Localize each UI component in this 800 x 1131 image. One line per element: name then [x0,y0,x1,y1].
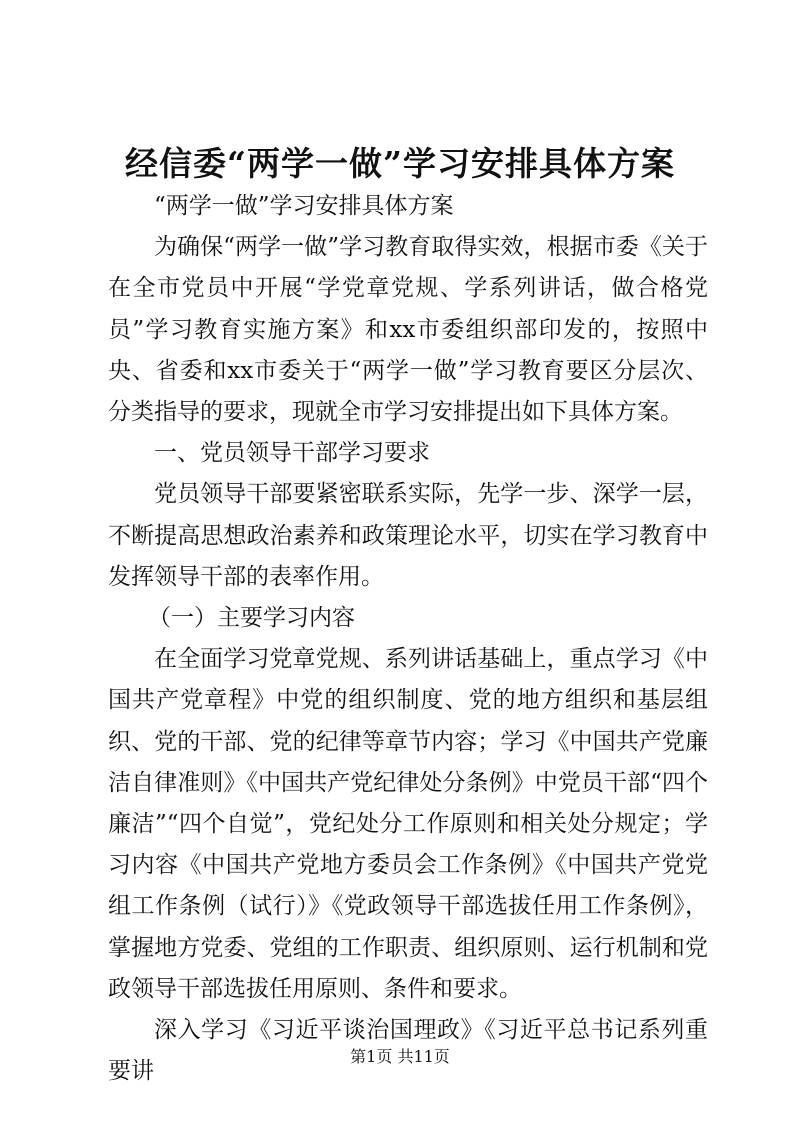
section-heading: 一、党员领导干部学习要求 [154,440,430,467]
section-paragraph: 党员领导干部要紧密联系实际，先学一步、深学一层，不断提高思想政治素养和政策理论水平，切实在学习教育中发挥领导干部的表率作用。 [108,481,708,590]
page-footer: 第1页 共11页 [350,1047,450,1066]
content-paragraph: 在全面学习党章党规、系列讲话基础上，重点学习《中国共产党章程》中党的组织制度、党的地方组织和基层组织、党的干部、党的纪律等章节内容；学习《中国共产党廉洁自律准则》《中国共产党纪律处分条例》中党员干部“四个廉洁”“四个自觉”，党纪处分工作原则和相关处分规定；学习内容《中国共产党地方委员会工作条例》《中国共产党党组工作条例（试行）》《党政领导干部选拔任用工作条例》，掌握地方党委、党组的工作职责、组织原则、运行机制和党政领导干部选拔任用原则、条件和要求。 [108,646,708,1002]
subsection-heading: （一）主要学习内容 [148,605,355,632]
document-body [108,186,708,1092]
subtitle-paragraph: “两学一做”学习安排具体方案 [154,193,454,219]
intro-paragraph: 为确保“两学一做”学习教育取得实效，根据市委《关于在全市党员中开展“学党章党规、学系列讲话，做合格党员”学习教育实施方案》和xx市委组织部印发的，按照中央、省委和xx市委关于“两学一做”学习教育要区分层次、分类指导的要求，现就全市学习安排提出如下具体方案。 [108,234,708,426]
document-title: 经信委“两学一做”学习安排具体方案 [125,144,675,183]
continued-paragraph: 深入学习《习近平谈治国理政》《习近平总书记系列重要讲 [108,1017,708,1085]
